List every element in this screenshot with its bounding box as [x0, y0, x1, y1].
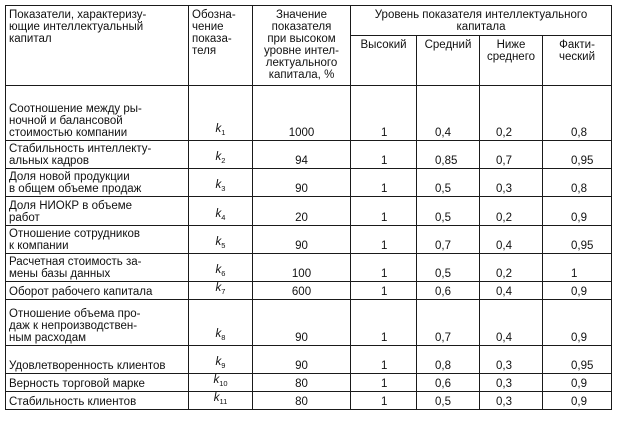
indicator-code-cell — [189, 374, 253, 392]
indicator-code-cell — [189, 86, 253, 141]
indicator-name: Доля НИОКР в объеме работ — [9, 200, 133, 224]
indicator-name-cell — [6, 346, 189, 374]
header-levels — [351, 6, 612, 36]
intellectual-capital-table — [5, 5, 612, 410]
level-medium-cell: 0,7 — [417, 300, 480, 346]
high-level-value-cell: 94 — [253, 141, 351, 169]
level-actual-cell: 0,95 — [543, 141, 612, 169]
indicator-name: Доля новой продукции в общем объеме продаж — [9, 171, 142, 195]
table-row — [6, 392, 612, 410]
level-actual-cell: 0,9 — [543, 392, 612, 410]
high-level-value-cell: 80 — [253, 392, 351, 410]
header-level-actual-text: Факти-ческий — [558, 39, 596, 63]
indicator-code-index: 1 — [221, 128, 226, 137]
indicator-code-index: 5 — [221, 241, 226, 250]
indicator-name-cell — [6, 374, 189, 392]
header-indicator — [6, 6, 189, 86]
indicator-code-letter: k — [215, 179, 222, 191]
level-high-cell: 1 — [351, 346, 417, 374]
level-medium-cell: 0,8 — [417, 346, 480, 374]
indicator-code-cell — [189, 282, 253, 300]
indicator-name: Отношение объема про- даж к непроизводствен- ным расходам — [9, 308, 141, 344]
level-medium-cell: 0,5 — [417, 169, 480, 197]
indicator-code-cell — [189, 141, 253, 169]
level-below-medium-cell: 0,2 — [480, 254, 543, 282]
indicator-name: Отношение сотрудников к компании — [9, 228, 141, 252]
level-below-medium-cell: 0,4 — [480, 282, 543, 300]
level-high-cell: 1 — [351, 392, 417, 410]
level-below-medium-cell: 0,3 — [480, 346, 543, 374]
level-high-cell: 1 — [351, 86, 417, 141]
level-below-medium-cell: 0,3 — [480, 392, 543, 410]
indicator-code-index: 6 — [221, 269, 226, 278]
level-actual-cell: 0,95 — [543, 346, 612, 374]
indicator-name: Удовлетворенность клиентов — [9, 360, 166, 372]
indicator-code-cell — [189, 300, 253, 346]
table-body — [6, 86, 612, 410]
table-row — [6, 197, 612, 226]
indicator-code-cell — [189, 169, 253, 197]
indicator-code-letter: k — [215, 282, 222, 294]
indicator-code-letter: k — [215, 151, 222, 163]
high-level-value-cell: 80 — [253, 374, 351, 392]
indicator-name-cell — [6, 300, 189, 346]
header-row-top — [6, 6, 612, 36]
indicator-code-letter: k — [215, 123, 222, 135]
level-high-cell: 1 — [351, 300, 417, 346]
level-below-medium-cell: 0,3 — [480, 374, 543, 392]
level-high-cell: 1 — [351, 141, 417, 169]
indicator-code-cell — [189, 346, 253, 374]
indicator-name: Стабильность интеллекту- альных кадров — [9, 143, 152, 167]
indicator-name-cell — [6, 197, 189, 226]
level-high-cell: 1 — [351, 282, 417, 300]
high-level-value-cell: 90 — [253, 169, 351, 197]
table-row — [6, 226, 612, 254]
indicator-name-cell — [6, 254, 189, 282]
header-level-below-medium-text: Ниже среднего — [486, 39, 536, 63]
indicator-code-cell — [189, 226, 253, 254]
indicator-code-index: 7 — [221, 287, 226, 296]
level-high-cell: 1 — [351, 226, 417, 254]
indicator-code-index: 4 — [221, 213, 226, 222]
high-level-value-cell: 1000 — [253, 86, 351, 141]
level-below-medium-cell: 0,7 — [480, 141, 543, 169]
table-row — [6, 254, 612, 282]
indicator-name: Верность торговой марке — [9, 378, 145, 390]
table-row — [6, 86, 612, 141]
indicator-code-index: 9 — [221, 361, 226, 370]
level-actual-cell: 0,9 — [543, 374, 612, 392]
level-medium-cell: 0,4 — [417, 86, 480, 141]
indicator-name-cell — [6, 86, 189, 141]
header-level-high-text: Высокий — [360, 39, 407, 51]
indicator-name: Оборот рабочего капитала — [9, 286, 153, 298]
level-actual-cell: 1 — [543, 254, 612, 282]
level-high-cell: 1 — [351, 374, 417, 392]
level-medium-cell: 0,6 — [417, 374, 480, 392]
indicator-code-index: 3 — [221, 184, 226, 193]
level-high-cell: 1 — [351, 197, 417, 226]
indicator-code-letter: k — [215, 264, 222, 276]
indicator-name-cell — [6, 226, 189, 254]
table-row — [6, 141, 612, 169]
indicator-name-cell — [6, 169, 189, 197]
indicator-code-letter: k — [213, 392, 220, 404]
indicator-code-index: 2 — [221, 156, 226, 165]
indicator-code-cell — [189, 392, 253, 410]
header-level-medium-text: Средний — [424, 39, 472, 51]
table-row — [6, 282, 612, 300]
indicator-name-cell — [6, 282, 189, 300]
level-below-medium-cell: 0,3 — [480, 169, 543, 197]
header-levels-text: Уровень показателя интеллектуального капитала — [374, 9, 588, 33]
indicator-name: Расчетная стоимость за- мены базы данных — [9, 256, 142, 280]
level-medium-cell: 0,6 — [417, 282, 480, 300]
table-row — [6, 300, 612, 346]
header-level-medium — [417, 36, 480, 86]
indicator-code-letter: k — [215, 328, 222, 340]
header-high-value-text: Значение показателя при высоком уровне интел- лектуального капитала, % — [264, 9, 339, 81]
level-actual-cell: 0,9 — [543, 282, 612, 300]
level-actual-cell: 0,9 — [543, 300, 612, 346]
table-row — [6, 169, 612, 197]
header-code-text: Обозна-чение показа- теля — [192, 9, 236, 57]
high-level-value-cell: 20 — [253, 197, 351, 226]
level-below-medium-cell: 0,2 — [480, 86, 543, 141]
header-code — [189, 6, 253, 86]
level-below-medium-cell: 0,2 — [480, 197, 543, 226]
level-high-cell: 1 — [351, 169, 417, 197]
level-medium-cell: 0,5 — [417, 197, 480, 226]
level-actual-cell: 0,9 — [543, 197, 612, 226]
indicator-code-cell — [189, 197, 253, 226]
level-medium-cell: 0,5 — [417, 254, 480, 282]
header-level-below-medium — [480, 36, 543, 86]
level-actual-cell: 0,8 — [543, 86, 612, 141]
header-indicator-text: Показатели, характеризу- ющие интеллектуальный капитал — [9, 9, 147, 45]
indicator-code-letter: k — [215, 236, 222, 248]
level-high-cell: 1 — [351, 254, 417, 282]
indicator-code-cell — [189, 254, 253, 282]
indicator-code-letter: k — [215, 208, 222, 220]
high-level-value-cell: 90 — [253, 300, 351, 346]
high-level-value-cell: 90 — [253, 226, 351, 254]
indicator-name-cell — [6, 141, 189, 169]
indicator-code-index: 8 — [221, 333, 226, 342]
indicator-name: Соотношение между ры- ночной и балансовой стоимостью компании — [9, 103, 142, 139]
high-level-value-cell: 100 — [253, 254, 351, 282]
level-below-medium-cell: 0,4 — [480, 300, 543, 346]
indicator-code-index: 10 — [219, 379, 228, 388]
indicator-table-container — [5, 5, 612, 410]
high-level-value-cell: 90 — [253, 346, 351, 374]
level-actual-cell: 0,8 — [543, 169, 612, 197]
indicator-code-letter: k — [215, 356, 222, 368]
header-high-value — [253, 6, 351, 86]
indicator-name: Стабильность клиентов — [9, 396, 137, 408]
header-level-high — [351, 36, 417, 86]
level-medium-cell: 0,7 — [417, 226, 480, 254]
level-actual-cell: 0,95 — [543, 226, 612, 254]
indicator-code-letter: k — [213, 374, 220, 386]
indicator-name-cell — [6, 392, 189, 410]
indicator-code-index: 11 — [219, 397, 228, 406]
table-row — [6, 346, 612, 374]
level-medium-cell: 0,5 — [417, 392, 480, 410]
high-level-value-cell: 600 — [253, 282, 351, 300]
header-level-actual — [543, 36, 612, 86]
level-medium-cell: 0,85 — [417, 141, 480, 169]
table-row — [6, 374, 612, 392]
level-below-medium-cell: 0,4 — [480, 226, 543, 254]
